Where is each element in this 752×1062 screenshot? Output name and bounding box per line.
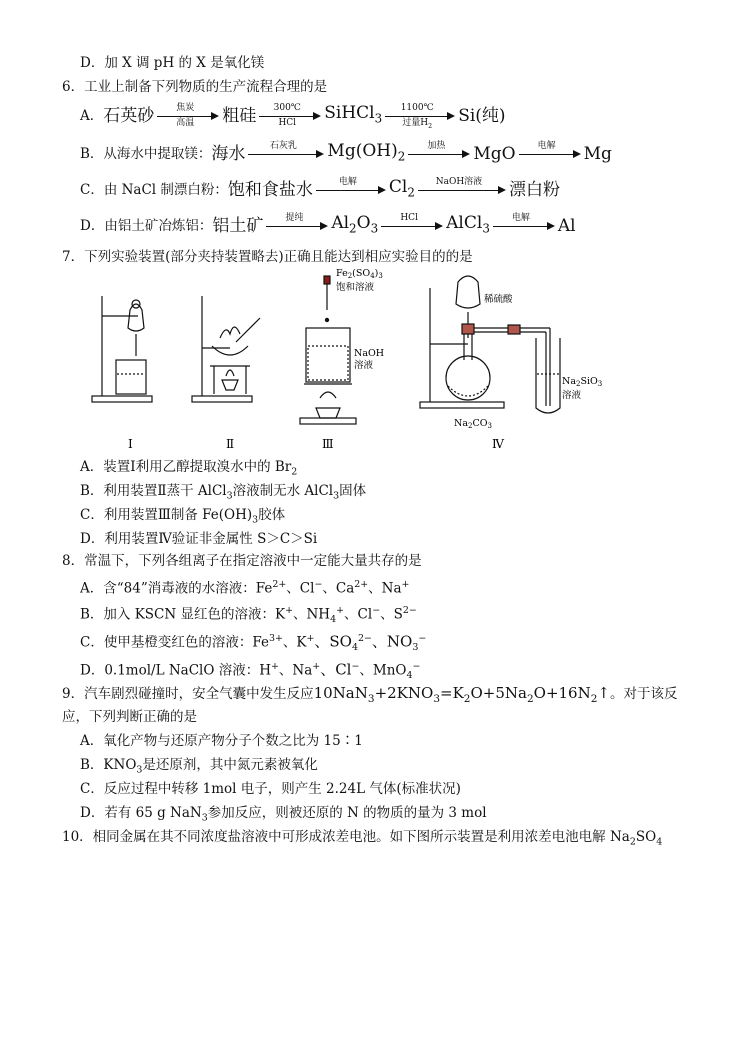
- q9-option-a: A．氧化产物与还原产物分子个数之比为 15∶1: [80, 733, 363, 749]
- q8-stem: 8．常温下，下列各组离子在指定溶液中一定能大量共存的是: [62, 553, 422, 569]
- q6-a-s3: SiHCl$_3$: [324, 103, 383, 126]
- q6-c-s1: 饱和食盐水: [227, 180, 313, 200]
- q6-b-s3: MgO: [473, 144, 516, 164]
- apparatus-1-separatory-funnel: [92, 296, 152, 402]
- q6-c-s2: $Cl_2$: [388, 177, 415, 200]
- q6-option-b: [80, 142, 612, 166]
- label-saturated-solution: 饱和溶液: [336, 282, 375, 293]
- q6-d-s2: $Al_2O_3$: [331, 213, 379, 236]
- q6-a-arrow3: 1100℃ 过量$H_2$: [385, 104, 455, 128]
- caption-3: Ⅲ: [322, 437, 334, 451]
- q6-d-s4: Al: [557, 216, 576, 236]
- q6-d-s3: AlCl$_3$: [446, 213, 490, 236]
- q6-a-s1: 石英砂: [103, 106, 155, 126]
- q7-option-a: A．装置Ⅰ利用乙醇提取溴水中的 $Br_2$: [80, 459, 298, 478]
- q6-option-d: [80, 214, 576, 238]
- q6-a-s2: 粗硅: [222, 106, 257, 126]
- q6-b-arrow2: 加热: [408, 142, 470, 166]
- label-na2sio3-solution: 溶液: [562, 390, 582, 401]
- caption-2: Ⅱ: [226, 437, 235, 451]
- q6-c-arrow2: NaOH溶液: [418, 178, 506, 202]
- q6-option-c: [80, 178, 560, 202]
- q6-option-a: [80, 104, 506, 128]
- q5-option-d: D．加 X 调 pH 的 X 是氧化镁: [80, 55, 265, 71]
- q9-option-d: D．若有 65 g NaN$_3$参加反应，则被还原的 N 的物质的量为 3 mol: [80, 805, 487, 824]
- q6-a-arrow1: 焦炭 高温: [157, 104, 219, 128]
- q7-apparatus-figure: [80, 268, 640, 454]
- q6-b-arrow3: 电解: [519, 142, 581, 166]
- label-fe2so43: $Fe_2(SO_4)_3$: [336, 268, 383, 280]
- q6-c-s3: 漂白粉: [508, 180, 560, 200]
- q9-stem-line2: 应，下列判断正确的是: [62, 709, 197, 725]
- q7-option-d: D．利用装置Ⅳ验证非金属性 S＞C＞Si: [80, 531, 318, 547]
- q6-a-arrow2: 300℃ HCl: [259, 104, 321, 128]
- q6-a-label: A．: [80, 108, 104, 124]
- q6-b-arrow1: 石灰乳: [248, 142, 324, 166]
- q6-d-s1: 铝土矿: [212, 216, 264, 236]
- q6-d-arrow1: 提纯: [266, 214, 328, 238]
- q6-b-label: B．从海水中提取镁：: [80, 146, 212, 162]
- label-naoh: NaOH: [354, 348, 385, 359]
- q8-option-c: C．使甲基橙变红色的溶液：$Fe^{3+}$、K+、$SO_4^{2-}$、$NO_3^-$: [80, 632, 427, 654]
- apparatus-3-beaker-dropper: [300, 276, 356, 424]
- q6-d-label: D．由铝土矿冶炼铝：: [80, 218, 213, 234]
- q6-c-label: C．由 NaCl 制漂白粉：: [80, 182, 228, 198]
- q6-d-arrow3: 电解: [493, 214, 555, 238]
- q6-b-s1: 海水: [211, 144, 246, 164]
- apparatus-2-evaporating-dish: [192, 296, 260, 402]
- q6-stem: 6．工业上制备下列物质的生产流程合理的是: [62, 79, 328, 95]
- label-na2sio3: $Na_2SiO_3$: [562, 376, 603, 388]
- caption-4: Ⅳ: [492, 437, 504, 451]
- q8-option-a: A．含“84”消毒液的水溶液：$Fe^{2+}$、Cl−、$Ca^{2+}$、Na+: [80, 579, 410, 597]
- q8-option-d: D．0.1mol/L NaClO 溶液：H+、Na+、Cl−、MnO$_4$−: [80, 660, 421, 682]
- q9-stem-line1: 9．汽车剧烈碰撞时，安全气囊中发生反应$10NaN_3+2KNO_3=K_2O+5Na_2O+16N_2↑$。对于该反: [62, 684, 678, 705]
- q6-b-s4: Mg: [583, 144, 612, 164]
- q7-option-b: B．利用装置Ⅱ蒸干 AlCl$_3$溶液制无水 AlCl$_3$固体: [80, 483, 367, 502]
- caption-1: Ⅰ: [128, 437, 133, 451]
- q6-d-arrow2: HCl: [381, 214, 443, 238]
- q6-c-arrow1: 电解: [316, 178, 386, 202]
- q7-stem: 7．下列实验装置(部分夹持装置略去)正确且能达到相应实验目的的是: [62, 249, 473, 265]
- q9-equation: $10NaN_3+2KNO_3=K_2O+5Na_2O+16N_2↑$: [313, 684, 610, 705]
- label-dilute-sulfuric-acid: 稀硫酸: [484, 294, 513, 305]
- q10-stem: 10．相同金属在其不同浓度盐溶液中可形成浓差电池。如下图所示装置是利用浓差电池电解 $Na_2SO_4$: [62, 829, 663, 848]
- q9-option-c: C．反应过程中转移 1mol 电子，则产生 2.24L 气体(标准状况): [80, 781, 461, 797]
- q9-option-b: B．$KNO_3$是还原剂，其中氮元素被氧化: [80, 757, 318, 776]
- label-na2co3: $Na_2CO_3$: [454, 418, 492, 430]
- label-naoh-solution: 溶液: [354, 360, 374, 371]
- q6-a-s4: Si(纯): [458, 106, 506, 126]
- q6-b-s2: $Mg(OH)_2$: [327, 141, 406, 164]
- q8-option-b: B．加入 KSCN 显红色的溶液：K+、$NH_4^+$、Cl−、$S^{2-}$: [80, 605, 417, 626]
- q7-option-c: C．利用装置Ⅲ制备 $Fe(OH)_3$胶体: [80, 507, 286, 526]
